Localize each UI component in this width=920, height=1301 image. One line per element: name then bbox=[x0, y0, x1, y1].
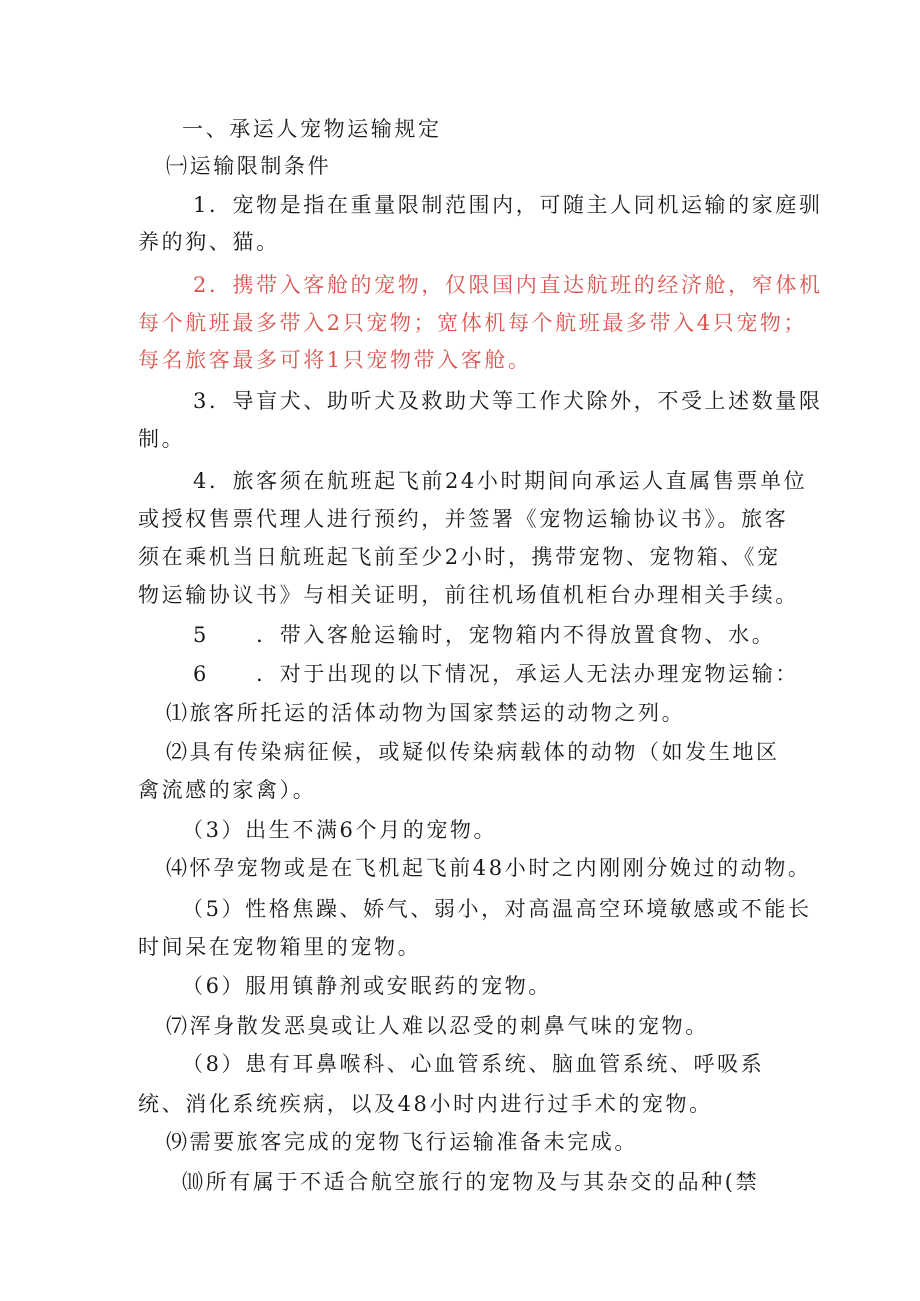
paragraph-line: 5 ．带入客舱运输时，宠物箱内不得放置食物、水。 bbox=[193, 623, 776, 647]
highlighted-paragraph-line: 每名旅客最多可将1只宠物带入客舱。 bbox=[138, 348, 532, 372]
section-heading: 一、承运人宠物运输规定 bbox=[182, 117, 442, 141]
highlighted-paragraph-line: 2．携带入客舱的宠物，仅限国内直达航班的经济舱，窄体机 bbox=[193, 273, 823, 297]
paragraph-line: 制。 bbox=[138, 427, 186, 451]
highlighted-paragraph-line: 每个航班最多带入2只宠物；宽体机每个航班最多带入4只宠物； bbox=[138, 311, 808, 335]
paragraph-line: 6 ．对于出现的以下情况，承运人无法办理宠物运输： bbox=[193, 662, 799, 686]
list-item: 禽流感的家禽）。 bbox=[138, 778, 317, 802]
paragraph-line: 物运输协议书》与相关证明，前往机场值机柜台办理相关手续。 bbox=[138, 583, 799, 607]
paragraph-line: 须在乘机当日航班起飞前至少2小时，携带宠物、宠物箱、《宠 bbox=[138, 545, 781, 569]
paragraph-line: 养的狗、猫。 bbox=[138, 230, 280, 254]
list-item: 统、消化系统疾病，以及48小时内进行过手术的宠物。 bbox=[138, 1092, 713, 1116]
list-item: （6）服用镇静剂或安眠药的宠物。 bbox=[182, 974, 552, 998]
subsection-heading: ㈠运输限制条件 bbox=[166, 154, 332, 178]
paragraph-line: 或授权售票代理人进行预约，并签署《宠物运输协议书》。旅客 bbox=[138, 507, 789, 531]
list-item: ⑽所有属于不适合航空旅行的宠物及与其杂交的品种(禁 bbox=[182, 1170, 760, 1194]
paragraph-line: 1．宠物是指在重量限制范围内，可随主人同机运输的家庭驯 bbox=[193, 193, 823, 217]
list-item: （5）性格焦躁、娇气、弱小，对高温高空环境敏感或不能长 bbox=[182, 897, 812, 921]
list-item: （3）出生不满6个月的宠物。 bbox=[182, 818, 498, 842]
list-item: ⑴旅客所托运的活体动物为国家禁运的动物之列。 bbox=[166, 701, 686, 725]
paragraph-line: 4．旅客须在航班起飞前24小时期间向承运人直属售票单位 bbox=[193, 469, 808, 493]
list-item: ⑼需要旅客完成的宠物飞行运输准备未完成。 bbox=[166, 1130, 638, 1154]
list-item: ⑺浑身散发恶臭或让人难以忍受的刺鼻气味的宠物。 bbox=[166, 1014, 709, 1038]
list-item: ⑷怀孕宠物或是在飞机起飞前48小时之内刚刚分娩过的动物。 bbox=[166, 856, 812, 880]
list-item: ⑵具有传染病征候，或疑似传染病载体的动物（如发生地区 bbox=[166, 740, 780, 764]
paragraph-line: 3．导盲犬、助听犬及救助犬等工作犬除外，不受上述数量限 bbox=[193, 389, 823, 413]
list-item: 时间呆在宠物箱里的宠物。 bbox=[138, 935, 422, 959]
list-item: （8）患有耳鼻喉科、心血管系统、脑血管系统、呼吸系 bbox=[182, 1052, 765, 1076]
